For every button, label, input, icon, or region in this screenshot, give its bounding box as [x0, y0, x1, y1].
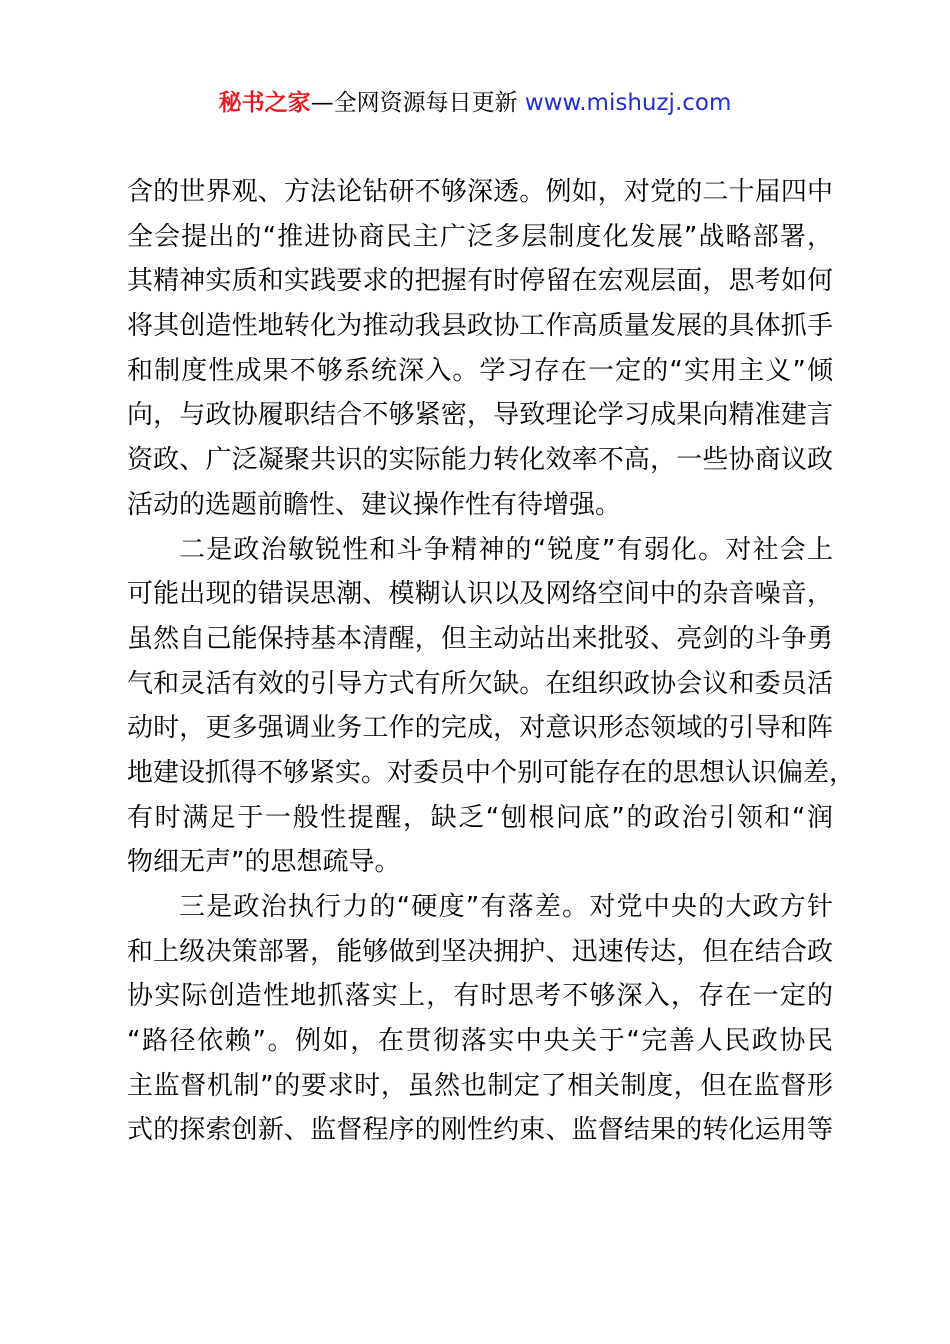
text-line: “路径依赖”。例如，在贯彻落实中央关于“完善人民政协民	[127, 1026, 833, 1057]
text-line: 向，与政协履职结合不够紧密，导致理论学习成果向精准建言	[127, 400, 833, 431]
text-line: 物细无声”的思想疏导。	[127, 847, 401, 878]
site-url-link[interactable]: www.mishuzj.com	[524, 90, 732, 116]
paragraph-first-line: 二是政治敏锐性和斗争精神的“锐度”有弱化。对社会上	[179, 534, 833, 565]
text-line: 可能出现的错误思潮、模糊认识以及网络空间中的杂音噪音，	[127, 579, 833, 610]
text-line: 含的世界观、方法论钻研不够深透。例如，对党的二十届四中	[127, 177, 833, 207]
text-line: 资政、广泛凝聚共识的实际能力转化效率不高，一些协商议政	[127, 445, 833, 476]
text-line: 气和灵活有效的引导方式有所欠缺。在组织政协会议和委员活	[127, 668, 833, 699]
text-line: 协实际创造性地抓落实上，有时思考不够深入，存在一定的	[127, 981, 833, 1012]
text-line: 虽然自己能保持基本清醒，但主动站出来批驳、亮剑的斗争勇	[127, 623, 833, 654]
text-line: 式的探索创新、监督程序的刚性约束、监督结果的转化运用等	[127, 1115, 833, 1146]
text-line: 和上级决策部署，能够做到坚决拥护、迅速传达，但在结合政	[127, 936, 833, 967]
text-line: 主监督机制”的要求时，虽然也制定了相关制度，但在监督形	[127, 1070, 833, 1101]
site-header	[0, 86, 950, 120]
header-tagline: —全网资源每日更新	[310, 90, 518, 116]
text-line: 其精神实质和实践要求的把握有时停留在宏观层面，思考如何	[127, 266, 833, 297]
text-line: 有时满足于一般性提醒，缺乏“刨根问底”的政治引领和“润	[127, 802, 833, 833]
text-line: 动时，更多强调业务工作的完成，对意识形态领域的引导和阵	[127, 713, 833, 744]
text-line: 全会提出的“推进协商民主广泛多层制度化发展”战略部署，	[127, 221, 833, 252]
text-line: 活动的选题前瞻性、建议操作性有待增强。	[127, 489, 622, 520]
brand-name: 秘书之家	[218, 90, 311, 116]
text-line: 地建设抓得不够紧实。对委员中个别可能存在的思想认识偏差，	[127, 757, 856, 788]
text-line: 和制度性成果不够系统深入。学习存在一定的“实用主义”倾	[127, 355, 833, 386]
paragraph-first-line: 三是政治执行力的“硬度”有落差。对党中央的大政方针	[179, 892, 833, 922]
text-line: 将其创造性地转化为推动我县政协工作高质量发展的具体抓手	[127, 311, 833, 342]
document-body	[127, 170, 856, 1153]
